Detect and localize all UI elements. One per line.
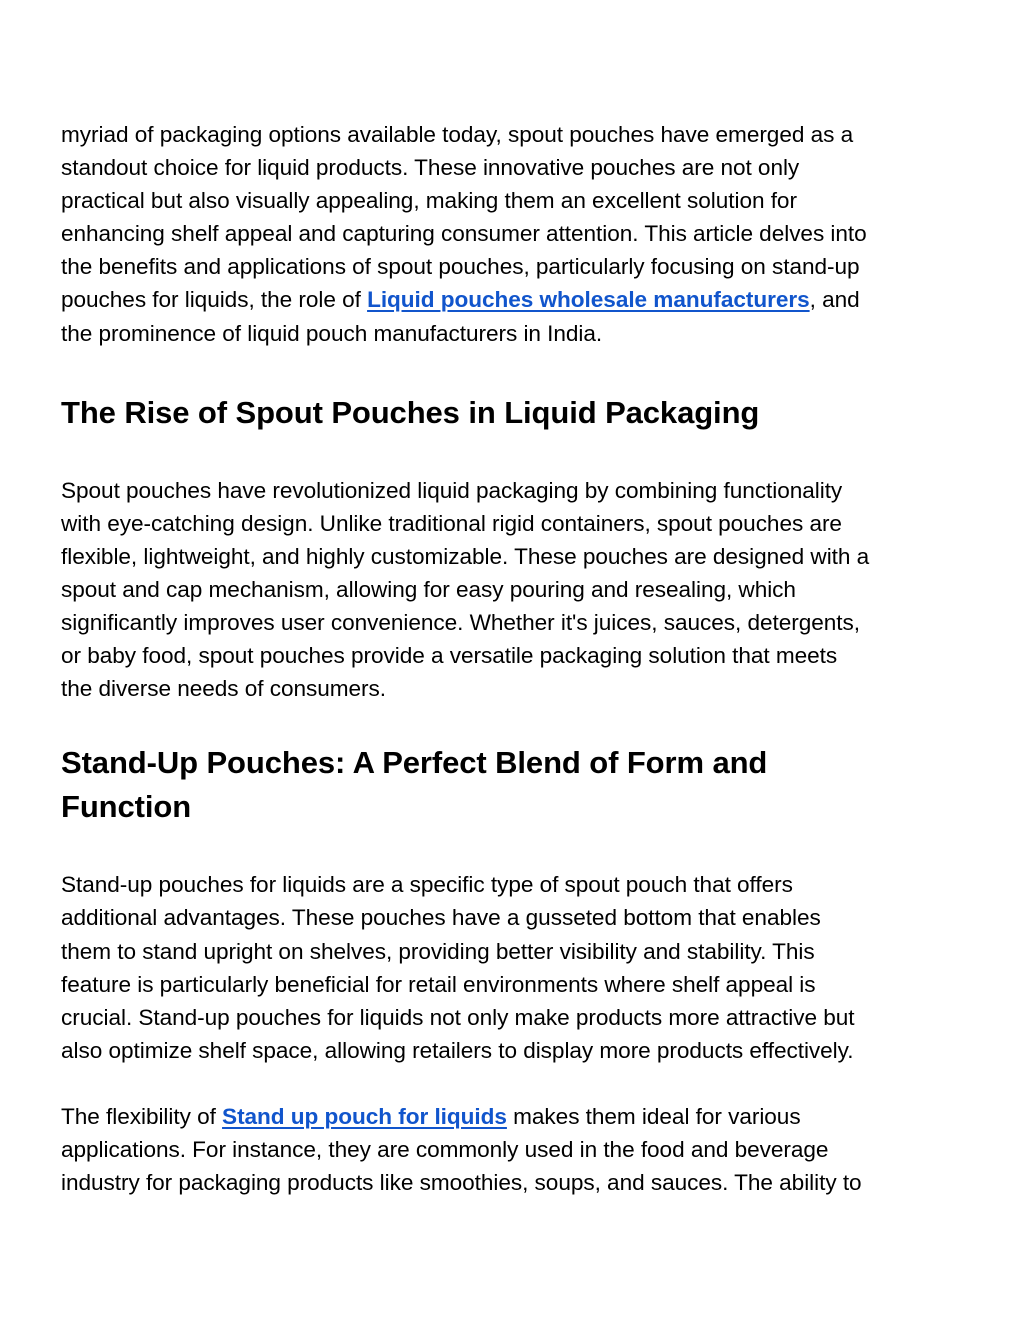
text-line: additional advantages. These pouches have a gusseted bottom that enables bbox=[61, 905, 821, 931]
text-fragment: makes them ideal for various bbox=[506, 1103, 801, 1129]
text-line: also optimize shelf space, allowing retailers to display more products effectively. bbox=[61, 1037, 854, 1063]
text-line: or baby food, spout pouches provide a versatile packaging solution that meets bbox=[61, 643, 838, 669]
text-line: applications. For instance, they are commonly used in the food and beverage bbox=[61, 1136, 829, 1162]
text-line: flexible, lightweight, and highly customizable. These pouches are designed with a bbox=[61, 543, 870, 569]
text-line: enhancing shelf appeal and capturing consumer attention. This article delves into bbox=[61, 221, 867, 247]
text-line: significantly improves user convenience. Whether it's juices, sauces, detergents, bbox=[61, 610, 860, 636]
text-line: Spout pouches have revolutionized liquid packaging by combining functionality bbox=[61, 477, 843, 503]
text-fragment: pouches for liquids, the role of bbox=[61, 287, 368, 313]
text-line: standout choice for liquid products. These innovative pouches are not only bbox=[61, 155, 800, 181]
text-line: the prominence of liquid pouch manufacturers in India. bbox=[61, 320, 603, 346]
heading-line: The Rise of Spout Pouches in Liquid Packaging bbox=[61, 394, 760, 430]
stand-up-pouches-paragraph bbox=[61, 868, 971, 1067]
text-fragment: , and bbox=[809, 287, 860, 313]
stand-up-pouch-for-liquids-link[interactable]: Stand up pouch for liquids bbox=[222, 1103, 507, 1129]
text-line: crucial. Stand-up pouches for liquids not only make products more attractive but bbox=[61, 1004, 855, 1030]
text-line-with-link bbox=[61, 283, 971, 316]
text-line: with eye-catching design. Unlike traditional rigid containers, spout pouches are bbox=[61, 510, 842, 536]
text-line: spout and cap mechanism, allowing for easy pouring and resealing, which bbox=[61, 576, 796, 602]
heading-line: Stand-Up Pouches: A Perfect Blend of Form and bbox=[61, 745, 768, 781]
liquid-pouches-wholesale-link[interactable]: Liquid pouches wholesale manufacturers bbox=[367, 287, 810, 313]
text-line: the diverse needs of consumers. bbox=[61, 676, 386, 702]
text-fragment: The flexibility of bbox=[61, 1103, 223, 1129]
document-page bbox=[61, 118, 971, 1199]
text-line: Stand-up pouches for liquids are a specific type of spout pouch that offers bbox=[61, 872, 793, 898]
section-heading-rise-of-spout-pouches bbox=[61, 391, 971, 435]
text-line: them to stand upright on shelves, providing better visibility and stability. This bbox=[61, 938, 815, 964]
text-line: myriad of packaging options available today, spout pouches have emerged as a bbox=[61, 122, 854, 147]
text-line: practical but also visually appealing, making them an excellent solution for bbox=[61, 188, 797, 214]
section-heading-stand-up-pouches bbox=[61, 741, 971, 829]
flexibility-paragraph bbox=[61, 1100, 971, 1199]
text-line: the benefits and applications of spout pouches, particularly focusing on stand-up bbox=[61, 254, 860, 280]
spout-pouches-paragraph bbox=[61, 474, 971, 706]
text-line-with-link bbox=[61, 1100, 971, 1133]
text-line: industry for packaging products like smoothies, soups, and sauces. The ability to bbox=[61, 1170, 862, 1196]
intro-paragraph bbox=[61, 118, 971, 350]
text-line: feature is particularly beneficial for retail environments where shelf appeal is bbox=[61, 971, 816, 997]
heading-line: Function bbox=[61, 789, 192, 825]
